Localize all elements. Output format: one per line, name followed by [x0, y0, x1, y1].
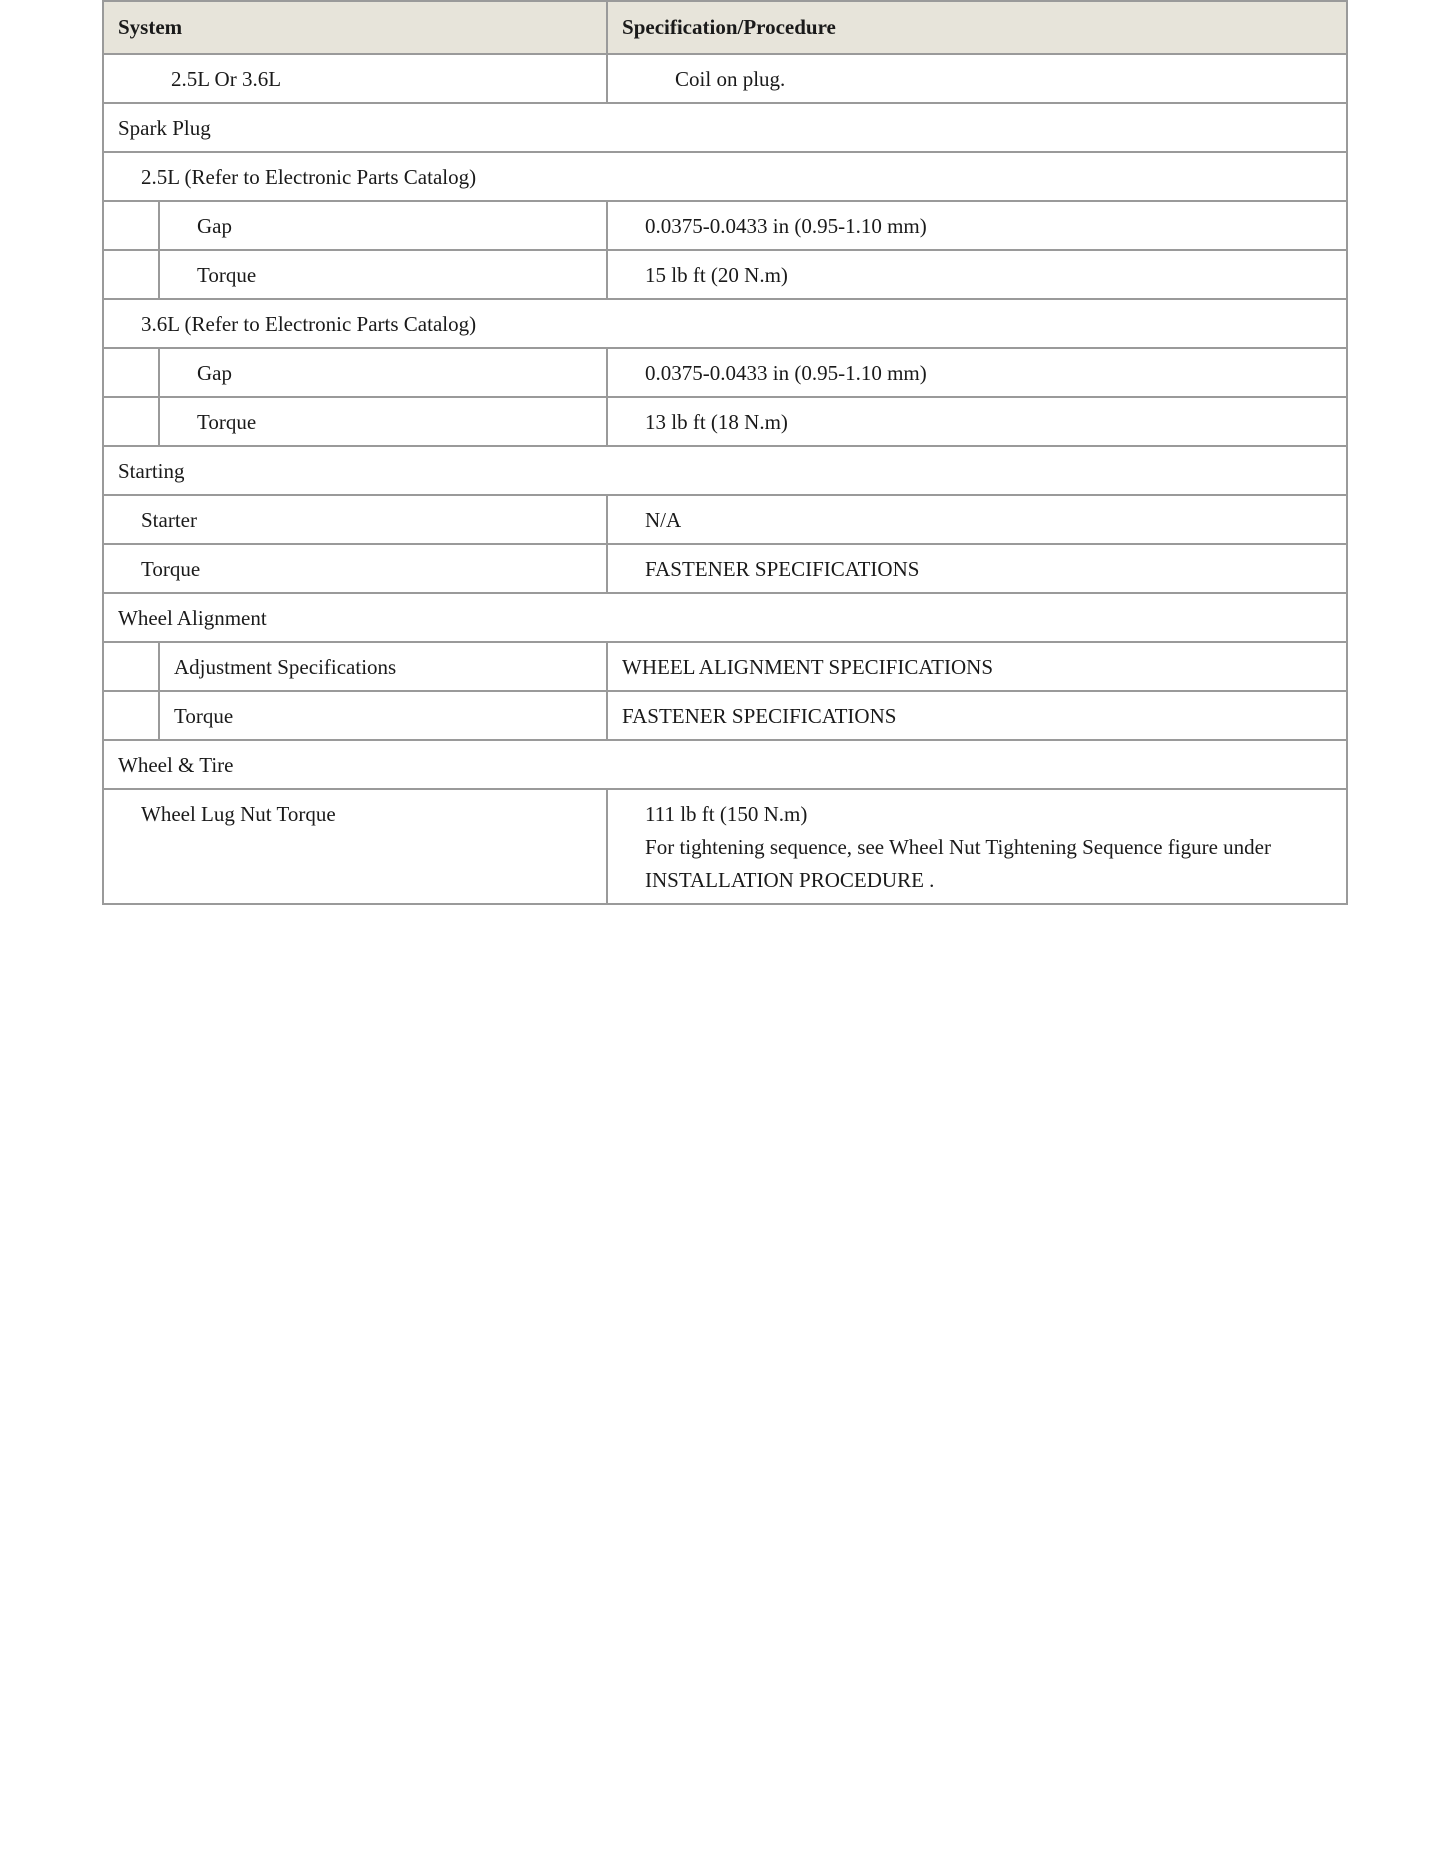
spec-cell: Coil on plug.	[607, 54, 1347, 103]
spec-cell: FASTENER SPECIFICATIONS	[607, 691, 1347, 740]
indent-cell	[103, 250, 159, 299]
lug-nut-tightening-note: For tightening sequence, see Wheel Nut Tightening Sequence figure under INSTALLATION PROCEDURE .	[645, 835, 1271, 892]
system-cell: Torque	[159, 691, 607, 740]
specification-table	[102, 0, 1348, 905]
spec-cell	[607, 789, 1347, 904]
system-cell: Torque	[159, 250, 607, 299]
table-row	[103, 201, 1347, 250]
system-cell: Torque	[103, 544, 607, 593]
indent-cell	[103, 201, 159, 250]
subsection-row	[103, 152, 1347, 201]
table-row	[103, 348, 1347, 397]
spec-cell: 15 lb ft (20 N.m)	[607, 250, 1347, 299]
system-cell: Wheel Lug Nut Torque	[103, 789, 607, 904]
system-cell: 2.5L Or 3.6L	[103, 54, 607, 103]
spec-cell: FASTENER SPECIFICATIONS	[607, 544, 1347, 593]
subsection-title-25l: 2.5L (Refer to Electronic Parts Catalog)	[103, 152, 1347, 201]
header-specification: Specification/Procedure	[607, 1, 1347, 54]
table-row	[103, 495, 1347, 544]
spec-cell: 0.0375-0.0433 in (0.95-1.10 mm)	[607, 201, 1347, 250]
section-row	[103, 103, 1347, 152]
lug-nut-torque-value: 111 lb ft (150 N.m)	[645, 802, 808, 826]
table-row	[103, 691, 1347, 740]
table-row	[103, 544, 1347, 593]
table-header-row	[103, 1, 1347, 54]
indent-cell	[103, 397, 159, 446]
system-cell: Gap	[159, 348, 607, 397]
subsection-title-36l: 3.6L (Refer to Electronic Parts Catalog)	[103, 299, 1347, 348]
spec-cell: 0.0375-0.0433 in (0.95-1.10 mm)	[607, 348, 1347, 397]
spec-cell: N/A	[607, 495, 1347, 544]
section-row	[103, 740, 1347, 789]
section-title-spark-plug: Spark Plug	[103, 103, 1347, 152]
spec-cell: 13 lb ft (18 N.m)	[607, 397, 1347, 446]
section-title-starting: Starting	[103, 446, 1347, 495]
table-row	[103, 642, 1347, 691]
system-cell: Gap	[159, 201, 607, 250]
section-row	[103, 593, 1347, 642]
table-row	[103, 250, 1347, 299]
system-cell: Torque	[159, 397, 607, 446]
subsection-row	[103, 299, 1347, 348]
indent-cell	[103, 642, 159, 691]
table-row	[103, 397, 1347, 446]
section-row	[103, 446, 1347, 495]
spec-cell: WHEEL ALIGNMENT SPECIFICATIONS	[607, 642, 1347, 691]
table-row	[103, 789, 1347, 904]
system-cell: Adjustment Specifications	[159, 642, 607, 691]
table-row	[103, 54, 1347, 103]
system-cell: Starter	[103, 495, 607, 544]
section-title-wheel-alignment: Wheel Alignment	[103, 593, 1347, 642]
section-title-wheel-tire: Wheel & Tire	[103, 740, 1347, 789]
indent-cell	[103, 348, 159, 397]
indent-cell	[103, 691, 159, 740]
header-system: System	[103, 1, 607, 54]
